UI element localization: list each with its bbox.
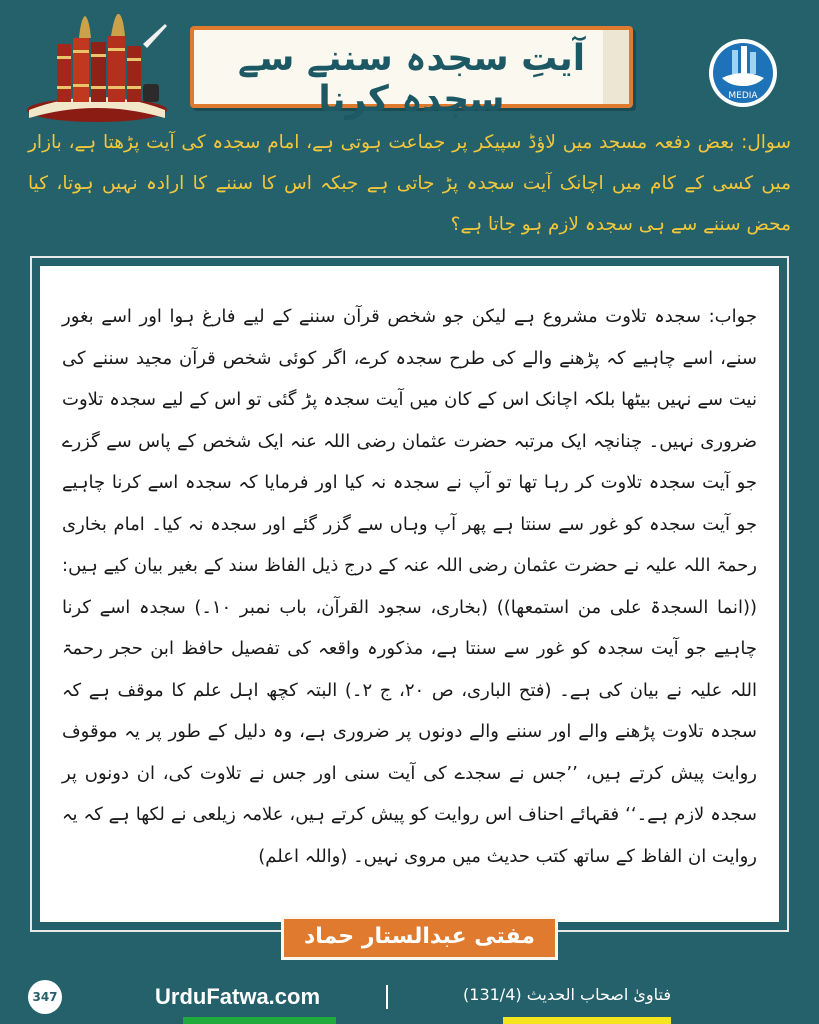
media-logo-icon	[708, 38, 778, 108]
question-section	[28, 122, 791, 246]
yellow-accent-bar	[503, 1017, 671, 1024]
question-text: بعض دفعہ مسجد میں لاؤڈ سپیکر پر جماعت ہوتی ہے، امام سجدہ کی آیت پڑھتا ہے، بازار میں کسی کے کام میں اچانک آیت سجدہ پڑ جاتی ہے جبکہ اس کا سننے کا ارادہ نہیں ہوتا، کیا محض سننے سے ہی سجدہ لازم ہو جاتا ہے؟	[28, 132, 791, 235]
green-accent-bar	[183, 1017, 336, 1024]
question-label: سوال:	[741, 132, 791, 153]
answer-text: سجدہ تلاوت مشروع ہے لیکن جو شخص قرآن سننے کے لیے فارغ ہوا اور اسے بغور سنے، اسے چاہیے کہ پڑھنے والے کی طرح سجدہ کرے، اگر کوئی شخص قرآن مجید سننے کی نیت سے نہیں بیٹھا بلکہ اچانک اس کے کان میں آیت سجدہ پڑ گئی تو اس کے لیے سجدہ تلاوت ضروری نہیں۔ چنانچہ ایک مرتبہ حضرت عثمان رضی اللہ عنہ ایک شخص کے پاس سے گزرے جو آیت سجدہ تلاوت کر رہا تھا تو آپ نے سجدہ نہ کیا اور فرمایا کہ سجدہ اسے کرنا چاہیے جو آیت سجدہ کو غور سے سنتا ہے پھر آپ وہاں سے گزر گئے اور سجدہ نہ کیا۔ امام بخاری رحمۃ اللہ علیہ نے حضرت عثمان رضی اللہ عنہ کے درج ذیل الفاظ سند کے بغیر بیان کیے ہیں: ((انما السجدۃ علی من استمعھا)) (بخاری، سجود القرآن، باب نمبر ۱۰۔) سجدہ اسے کرنا چاہیے جو آیت سجدہ کو غور سے سنتا ہے، مذکورہ واقعہ کی تفصیل حافظ ابن حجر رحمۃ اللہ علیہ نے بیان کی ہے۔ (فتح الباری، ص ۲۰، ج ۲۔) البتہ کچھ اہل علم کا موقف ہے کہ سجدہ تلاوت پڑھنے والے اور سننے والے دونوں پر ضروری ہے، وہ دلیل کے طور پر یہ موقوف روایت پیش کرتے ہیں، ’’جس نے سجدے کی آیت سنی اور جس نے تلاوت کی، ان دونوں پر سجدہ لازم ہے۔‘‘ فقہائے احناف اس روایت کو پیش کرتے ہیں، علامہ زیلعی نے لکھا ہے کہ یہ روایت ان الفاظ کے ساتھ کتب حدیث میں مروی نہیں۔ (واللہ اعلم)	[62, 306, 757, 867]
answer-section	[62, 296, 757, 877]
page-title: آیتِ سجدہ سننے سے سجدہ کرنا	[237, 38, 586, 120]
mufti-signature: مفتی عبدالستار حماد	[281, 916, 558, 960]
website-link[interactable]: UrduFatwa.com	[155, 984, 321, 1009]
answer-panel	[40, 266, 779, 922]
logo-label: MEDIA	[728, 91, 758, 101]
books-illustration	[25, 14, 170, 124]
page-number: 347	[28, 980, 62, 1014]
book-reference: فتاویٰ اصحاب الحدیث (131/4)	[463, 985, 671, 1004]
answer-label: جواب:	[708, 306, 757, 327]
title-banner	[190, 26, 633, 120]
footer-divider	[386, 985, 388, 1009]
answer-frame	[30, 256, 789, 932]
